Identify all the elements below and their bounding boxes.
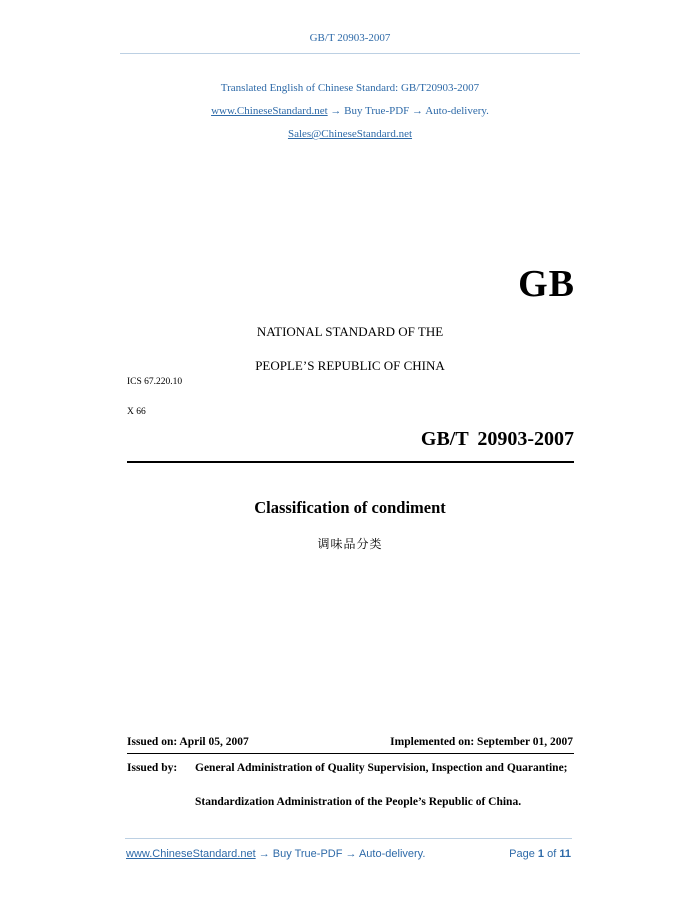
- running-header: GB/T 20903-2007: [309, 32, 391, 44]
- page-current: 1: [537, 848, 545, 860]
- ccs-code: X 66: [127, 407, 146, 417]
- footer-buy-text: Buy True-PDF: [272, 848, 343, 860]
- arrow-icon: →: [412, 105, 424, 117]
- date-rule: [127, 753, 574, 754]
- gb-mark: GB: [518, 263, 575, 305]
- footer-divider: [125, 838, 572, 839]
- arrow-icon: →: [330, 105, 342, 117]
- issued-on-date: Issued on: April 05, 2007: [127, 736, 249, 748]
- footer-delivery-text: Auto-delivery.: [358, 848, 426, 860]
- implemented-on-date: Implemented on: September 01, 2007: [390, 736, 573, 748]
- footer-site-link[interactable]: www.ChineseStandard.net: [126, 848, 256, 860]
- national-title-line1: NATIONAL STANDARD OF THE: [256, 324, 444, 339]
- national-standard-title: [0, 315, 700, 383]
- page-indicator: [509, 848, 571, 860]
- translation-note: [0, 77, 700, 146]
- page-total: 11: [559, 848, 571, 860]
- standard-number: GB/T 20903-2007: [420, 428, 574, 450]
- header-divider: [120, 53, 580, 54]
- purchase-line: [0, 100, 700, 123]
- buy-true-pdf-text: Buy True-PDF: [344, 105, 410, 117]
- standard-number-rule: [127, 461, 574, 463]
- arrow-icon: →: [258, 848, 270, 860]
- site-link[interactable]: www.ChineseStandard.net: [211, 105, 328, 117]
- document-title: Classification of condiment: [254, 498, 446, 517]
- page-of-word: of: [547, 848, 557, 860]
- auto-delivery-text: Auto-delivery.: [425, 105, 489, 117]
- document-title-chinese: 调味品分类: [317, 537, 383, 551]
- arrow-icon: →: [345, 848, 357, 860]
- sales-email-link[interactable]: Sales@ChineseStandard.net: [287, 128, 413, 140]
- issuer-aqsiq: General Administration of Quality Supervision, Inspection and Quarantine;: [195, 762, 568, 774]
- ics-code: ICS 67.220.10: [127, 377, 183, 387]
- issued-by-label: Issued by:: [127, 762, 178, 774]
- translation-note-title: Translated English of Chinese Standard: GB/T20903-2007: [220, 82, 480, 94]
- footer-purchase-line: [126, 848, 425, 860]
- page-word: Page: [509, 848, 535, 860]
- issuer-sac: Standardization Administration of the People’s Republic of China.: [195, 796, 522, 808]
- national-title-line2: PEOPLE’S REPUBLIC OF CHINA: [255, 358, 445, 373]
